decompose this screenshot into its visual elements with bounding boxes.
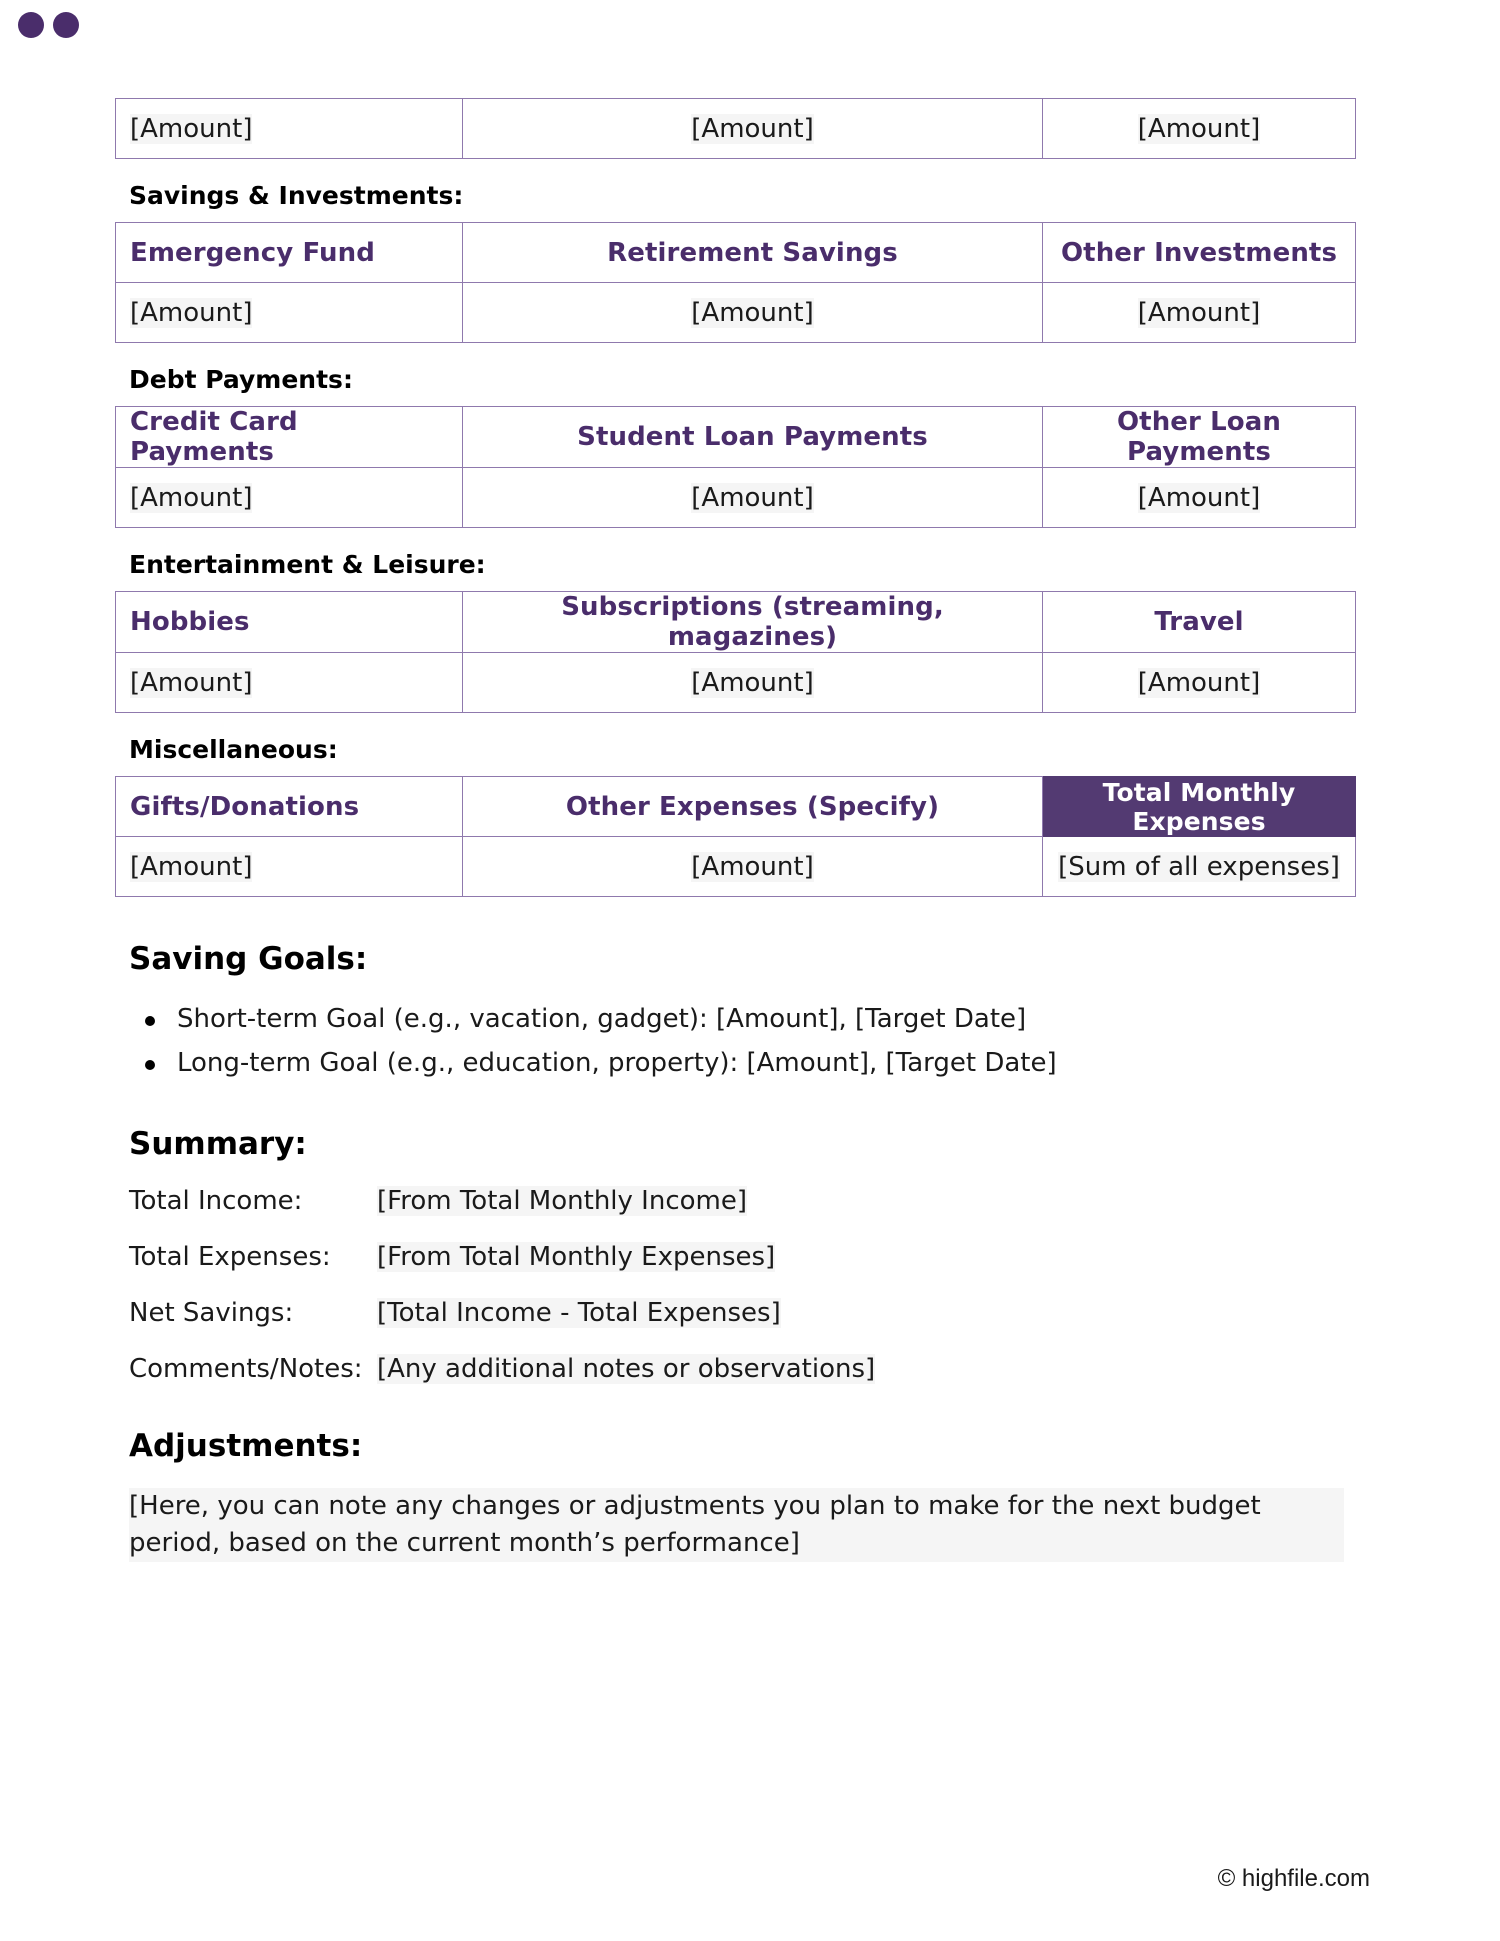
column-header: Credit Card Payments (116, 407, 463, 468)
amount-value: [Amount] (691, 851, 814, 882)
adjustments-title: Adjustments: (129, 1428, 363, 1465)
column-header: Gifts/Donations (116, 777, 463, 837)
summary-label: Total Expenses: (129, 1242, 331, 1273)
section-label-debt: Debt Payments: (129, 365, 353, 394)
column-header: Hobbies (116, 592, 463, 653)
purple-dot-icon (18, 12, 44, 38)
amount-cell[interactable] (463, 99, 1043, 159)
summary-row (129, 1186, 1355, 1216)
amount-value: [Amount] (691, 482, 814, 513)
amount-cell[interactable] (1043, 653, 1356, 713)
amount-value: [Amount] (130, 667, 253, 698)
amount-value: [Amount] (130, 851, 253, 882)
table-row (116, 283, 1356, 343)
amount-cell[interactable] (116, 837, 463, 897)
amount-value: [Amount] (130, 482, 253, 513)
amount-cell[interactable] (116, 283, 463, 343)
saving-goals-title: Saving Goals: (129, 941, 368, 977)
amount-value: [Amount] (691, 113, 814, 144)
summary-label: Net Savings: (129, 1298, 294, 1329)
amount-cell[interactable] (1043, 468, 1356, 528)
list-item: Short-term Goal (e.g., vacation, gadget): [Amount], [Target Date] (129, 1001, 1355, 1039)
table-header-row (116, 777, 1356, 837)
column-header: Other Loan Payments (1043, 407, 1356, 468)
column-header: Emergency Fund (116, 223, 463, 283)
summary-row (129, 1354, 1355, 1384)
amount-value: [Amount] (130, 113, 253, 144)
summary-label: Comments/Notes: (129, 1354, 363, 1385)
section-label-miscellaneous: Miscellaneous: (129, 735, 338, 764)
column-header: Other Expenses (Specify) (463, 777, 1043, 837)
amount-value: [Amount] (1137, 482, 1261, 513)
table-header-row (116, 592, 1356, 653)
amount-value: [Amount] (1137, 113, 1261, 144)
summary-value[interactable]: [From Total Monthly Expenses] (377, 1242, 776, 1273)
document-body (115, 98, 1355, 1562)
amount-cell[interactable] (1043, 283, 1356, 343)
amount-value: [Amount] (691, 297, 814, 328)
amount-cell[interactable] (116, 468, 463, 528)
column-header: Retirement Savings (463, 223, 1043, 283)
purple-dot-icon (53, 12, 79, 38)
summary-block (129, 1186, 1355, 1384)
amount-value: [Amount] (1137, 297, 1261, 328)
entertainment-leisure-table (115, 591, 1356, 713)
summary-label: Total Income: (129, 1186, 303, 1217)
summary-value[interactable]: [From Total Monthly Income] (377, 1186, 747, 1217)
table-row (116, 653, 1356, 713)
summary-row (129, 1298, 1355, 1328)
amount-cell[interactable] (463, 283, 1043, 343)
savings-investments-table (115, 222, 1356, 343)
amount-cell[interactable] (463, 653, 1043, 713)
summary-value[interactable]: [Total Income - Total Expenses] (377, 1298, 781, 1329)
amount-value: [Amount] (691, 667, 814, 698)
amount-cell[interactable] (463, 837, 1043, 897)
table-row (116, 468, 1356, 528)
table-row (116, 99, 1356, 159)
table-row (116, 837, 1356, 897)
debt-payments-table (115, 406, 1356, 528)
column-header: Travel (1043, 592, 1356, 653)
amount-value: [Sum of all expenses] (1058, 851, 1340, 882)
summary-title: Summary: (129, 1126, 307, 1163)
continued-amount-table (115, 98, 1356, 159)
column-header: Student Loan Payments (463, 407, 1043, 468)
amount-cell[interactable] (1043, 99, 1356, 159)
amount-value: [Amount] (130, 297, 253, 328)
footer-copyright: © highfile.com (1217, 1865, 1370, 1892)
logo (18, 12, 79, 38)
total-monthly-expenses-header: Total Monthly Expenses (1043, 777, 1356, 837)
summary-value[interactable]: [Any additional notes or observations] (377, 1354, 876, 1385)
amount-value: [Amount] (1137, 667, 1261, 698)
column-header: Other Investments (1043, 223, 1356, 283)
amount-cell[interactable] (116, 99, 463, 159)
summary-row (129, 1242, 1355, 1272)
amount-cell[interactable] (463, 468, 1043, 528)
list-item: Long-term Goal (e.g., education, property): [Amount], [Target Date] (129, 1045, 1355, 1083)
table-header-row (116, 223, 1356, 283)
saving-goals-list (129, 1001, 1355, 1082)
amount-cell[interactable] (116, 653, 463, 713)
table-header-row (116, 407, 1356, 468)
adjustments-body[interactable]: [Here, you can note any changes or adjustments you plan to make for the next budget period, based on the current month’s performance] (129, 1488, 1344, 1562)
total-expenses-cell[interactable] (1043, 837, 1356, 897)
section-label-savings: Savings & Investments: (129, 181, 464, 210)
column-header: Subscriptions (streaming, magazines) (463, 592, 1043, 653)
section-label-entertainment: Entertainment & Leisure: (129, 550, 486, 579)
miscellaneous-table (115, 776, 1356, 897)
